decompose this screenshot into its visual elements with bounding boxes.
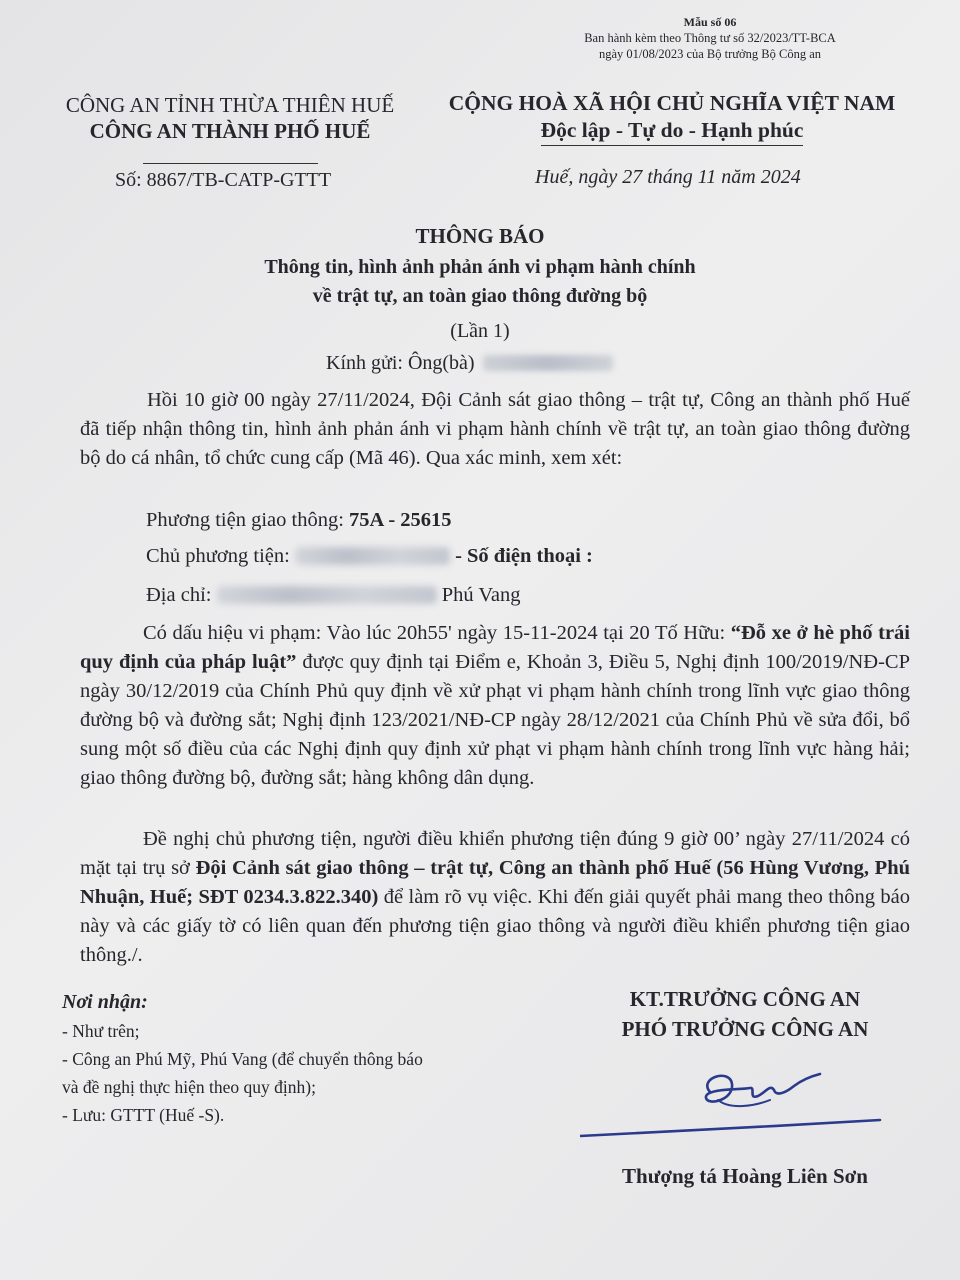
vehicle-plate: 75A - 25615: [349, 509, 452, 531]
form-issued-with: Ban hành kèm theo Thông tư số 32/2023/TT-BCA: [584, 31, 836, 45]
recipient-item: - Như trên;: [62, 1021, 140, 1041]
handwritten-signature: [580, 1040, 910, 1150]
recipient-line: [326, 352, 613, 375]
recipients-label: Nơi nhận:: [62, 991, 148, 1013]
violation-intro: Có dấu hiệu vi phạm: Vào lúc 20h55' ngày 15-11-2024 tại 20 Tố Hữu:: [143, 622, 731, 644]
nation-header: [432, 90, 912, 146]
violation-legal-basis: được quy định tại Điểm e, Khoản 3, Điều 5, Nghị định 100/2019/NĐ-CP ngày 30/12/2019 của Chính Phủ quy định về xử phạt vi phạm hành chính trong lĩnh vực giao thông đường bộ và đường sắt; Nghị định 123/2021/NĐ-CP ngày 28/12/2021 của Chính Phủ về sửa đổi, bổ sung một số điều của các Nghị định quy định xử phạt vi phạm hành chính trong lĩnh vực hàng hải; giao thông đường bộ, đường sắt; hàng không dân dụng.: [80, 651, 910, 789]
attempt-number: (Lần 1): [450, 320, 510, 342]
owner-field: [146, 545, 593, 568]
form-number: Mẫu số 06: [683, 15, 737, 29]
recipient-label: Kính gửi: Ông(bà): [326, 352, 475, 374]
recipient-item: và đề nghị thực hiện theo quy định);: [62, 1077, 316, 1097]
redacted-owner: [295, 547, 450, 565]
document-subtitle-1: Thông tin, hình ảnh phản ánh vi phạm hành chính: [264, 256, 696, 278]
paragraph-violation: [80, 619, 910, 793]
redacted-name: [483, 355, 613, 371]
nation-motto: Độc lập - Tự do - Hạnh phúc: [541, 117, 804, 146]
document-title: THÔNG BÁO: [415, 224, 545, 248]
owner-label: Chủ phương tiện:: [146, 545, 290, 567]
organization-header: [50, 92, 410, 170]
form-issued-date: ngày 01/08/2023 của Bộ trưởng Bộ Công an: [598, 47, 822, 61]
document-number: Số: 8867/TB-CATP-GTTT: [115, 169, 332, 191]
vehicle-label: Phương tiện giao thông:: [146, 509, 350, 531]
address-district: Phú Vang: [441, 584, 521, 606]
signer-name: Thượng tá Hoàng Liên Sơn: [622, 1164, 868, 1188]
vehicle-field: [146, 509, 452, 532]
address-field: [146, 584, 521, 607]
paragraph-intro: [80, 386, 910, 473]
address-label: Địa chỉ:: [146, 584, 217, 606]
request-office: Đội Cảnh sát giao thông – trật tự, Công an thành phố Huế (56 Hùng Vương, Phú Nhuận, Huế; SĐT 0234.3.822.340): [80, 857, 910, 908]
parent-organization: CÔNG AN TỈNH THỪA THIÊN HUẾ: [65, 93, 395, 117]
recipient-item: - Lưu: GTTT (Huế -S).: [62, 1105, 225, 1125]
signature-title: [580, 984, 910, 1044]
paragraph-request: [80, 825, 910, 970]
place-date: Huế, ngày 27 tháng 11 năm 2024: [535, 166, 801, 188]
redacted-address: [217, 586, 437, 604]
phone-label: - Số điện thoại :: [449, 545, 593, 567]
signature-title-line1: KT.TRƯỞNG CÔNG AN: [629, 987, 861, 1011]
violation-description: “Đỗ xe ở hè phố trái quy định của pháp luật”: [80, 622, 910, 673]
issuing-unit: CÔNG AN THÀNH PHỐ HUẾ: [89, 119, 371, 143]
unit-underline: [143, 163, 318, 164]
nation-name: CỘNG HOÀ XÃ HỘI CHỦ NGHĨA VIỆT NAM: [448, 91, 896, 115]
recipient-item: - Công an Phú Mỹ, Phú Vang (để chuyển thông báo: [62, 1049, 423, 1069]
request-instructions: để làm rõ vụ việc. Khi đến giải quyết phải mang theo thông báo này và các giấy tờ có liên quan đến phương tiện giao thông và người điều khiển phương tiện giao thông./.: [80, 886, 911, 966]
form-header: [550, 14, 870, 62]
signature-title-line2: PHÓ TRƯỞNG CÔNG AN: [621, 1017, 869, 1041]
request-intro: Đề nghị chủ phương tiện, người điều khiển phương tiện đúng 9 giờ 00’ ngày 27/11/2024 có mặt tại trụ sở: [80, 828, 910, 879]
intro-text: Hồi 10 giờ 00 ngày 27/11/2024, Đội Cảnh sát giao thông – trật tự, Công an thành phố Huế đã tiếp nhận thông tin, hình ảnh phản ánh vi phạm hành chính về trật tự, an toàn giao thông đường bộ do cá nhân, tổ chức cung cấp (Mã 46). Qua xác minh, xem xét:: [80, 389, 910, 469]
recipients-block: [62, 988, 423, 1129]
document-subtitle-2: về trật tự, an toàn giao thông đường bộ: [312, 285, 648, 307]
